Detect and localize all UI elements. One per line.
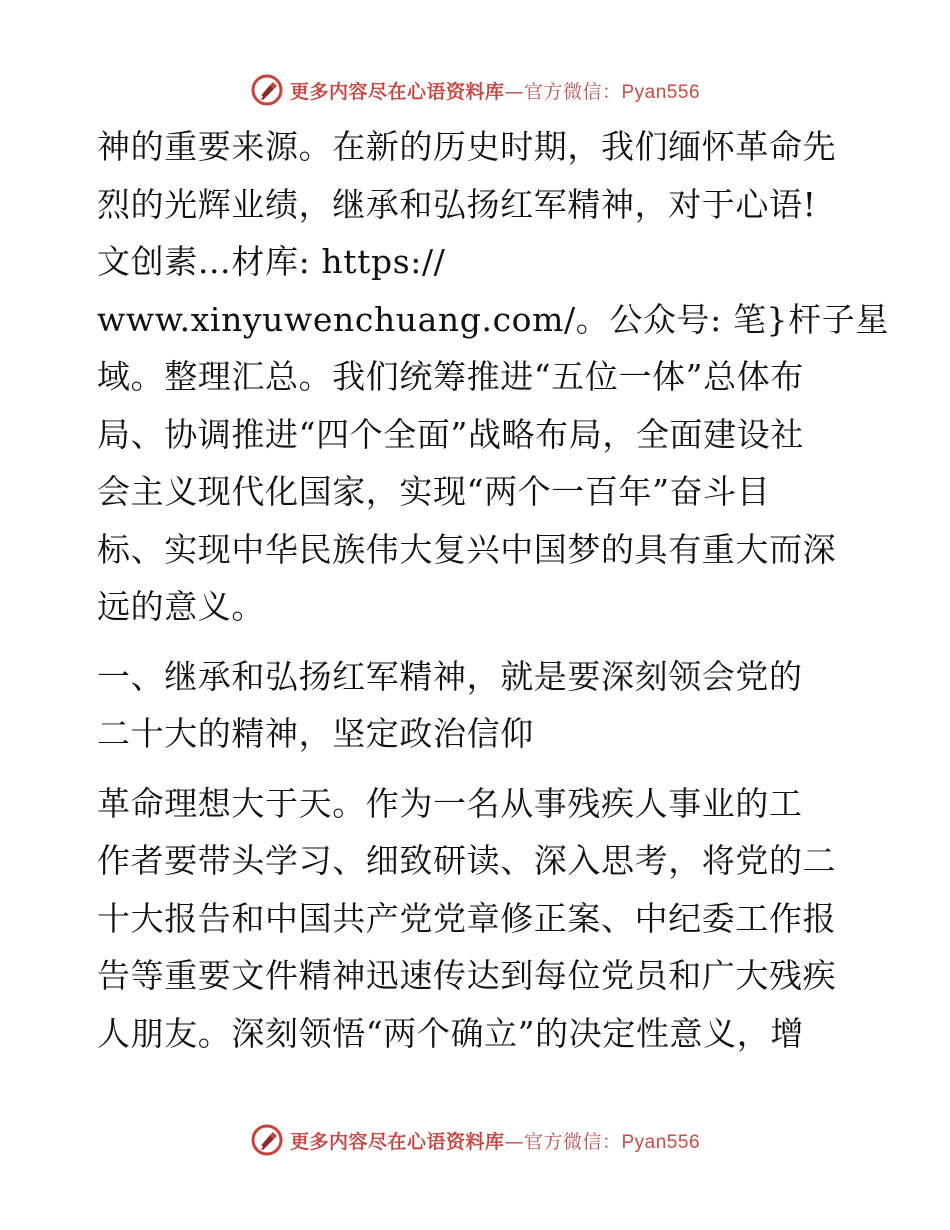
text-line: 局、协调推进“四个全面”战略布局，全面建设社 (97, 414, 804, 454)
banner-wechat-label: 官方微信： (523, 80, 622, 103)
paragraph-3 (97, 775, 857, 1063)
banner-dash: — (504, 80, 524, 103)
banner-text (290, 77, 700, 104)
heading-line: 二十大的精神，坚定政治信仰 (97, 714, 534, 753)
header-banner (0, 70, 950, 110)
text-line: 作者要带头学习、细致研读、深入思考，将党的二 (97, 841, 837, 880)
document-body (97, 118, 889, 1062)
text-line: 会主义现代化国家，实现“两个一百年”奋斗目 (97, 472, 771, 511)
banner-dash: — (504, 1130, 524, 1153)
text-line: 标、实现中华民族伟大复兴中国梦的具有重大而深 (97, 529, 837, 569)
banner-wechat-id: Pyan556 (621, 81, 701, 103)
banner-wechat-id: Pyan556 (621, 1131, 701, 1153)
text-line: www.xinyuwenchuang.com/。公众号: 笔}杆子星 (97, 299, 889, 339)
text-line: 域。整理汇总。我们统筹推进“五位一体”总体布 (97, 357, 804, 396)
text-line: 文创素…材库: https:// (97, 242, 446, 281)
heading-line: 一、继承和弘扬红军精神，就是要深刻领会党的 (97, 656, 803, 696)
pen-circle-logo-icon (250, 73, 284, 107)
banner-title: 更多内容尽在心语资料库 (289, 80, 505, 103)
text-line: 革命理想大于天。作为一名从事残疾人事业的工 (97, 783, 803, 823)
text-line: 神的重要来源。在新的历史时期，我们缅怀革命先 (97, 127, 837, 166)
text-line: 人朋友。深刻领悟“两个确立”的决定性意义，增 (97, 1013, 804, 1053)
banner-title: 更多内容尽在心语资料库 (289, 1130, 505, 1153)
text-line: 十大报告和中国共产党党章修正案、中纪委工作报 (97, 898, 837, 938)
banner-text (290, 1127, 700, 1154)
banner-wechat-label: 官方微信： (523, 1130, 622, 1153)
section-heading (97, 648, 857, 763)
paragraph-1 (97, 118, 889, 636)
text-line: 告等重要文件精神迅速传达到每位党员和广大残疾 (97, 956, 837, 995)
text-line: 烈的光辉业绩，继承和弘扬红军精神，对于心语! (97, 184, 817, 224)
text-line: 远的意义。 (97, 587, 265, 626)
footer-banner (0, 1120, 950, 1160)
pen-circle-logo-icon (250, 1123, 284, 1157)
